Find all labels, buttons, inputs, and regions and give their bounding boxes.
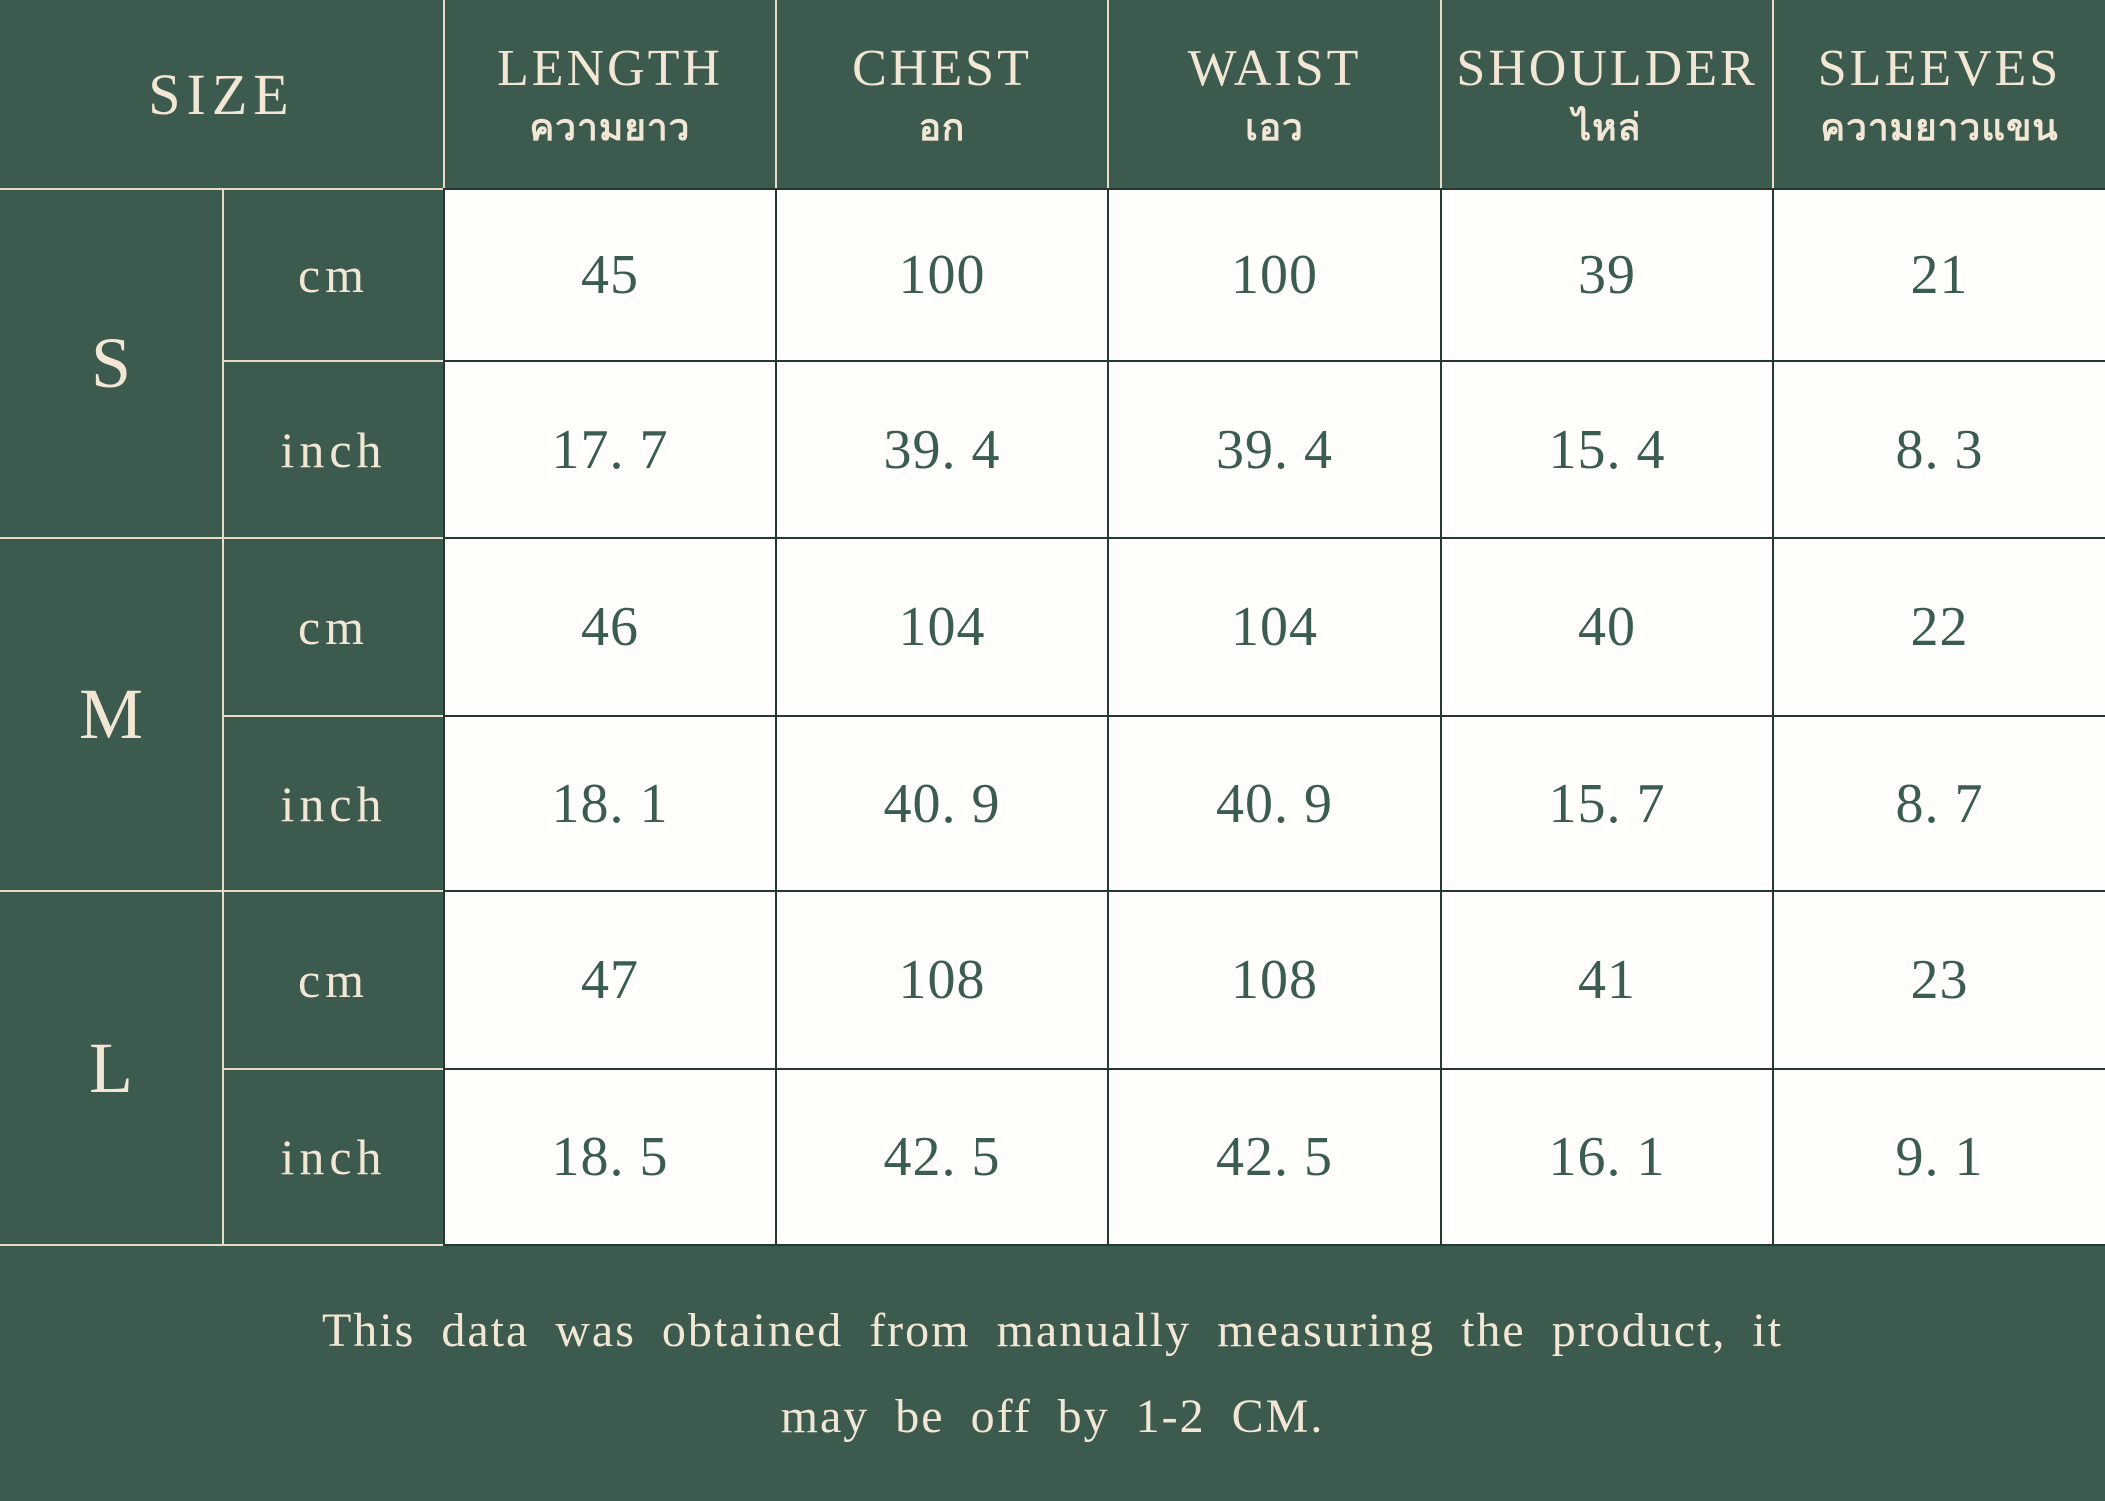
column-header-waist-en: WAIST [1187,39,1362,97]
size-row-label-s [0,188,222,537]
value-text: 41 [1578,949,1636,1011]
value-s-cm-chest [775,188,1107,360]
value-text: 47 [581,949,639,1011]
value-text: 16. 1 [1548,1126,1666,1188]
column-header-waist [1107,0,1440,188]
value-text: 18. 5 [551,1126,669,1188]
value-text: 9. 1 [1895,1126,1984,1188]
value-m-cm-shoulder [1440,537,1772,715]
unit-label-l-cm [222,890,443,1068]
column-header-length-th: ความยาว [529,106,691,148]
column-header-length-en: LENGTH [497,39,723,97]
value-m-cm-sleeves [1772,537,2105,715]
value-text: 46 [581,596,639,658]
value-m-inch-length [443,715,775,890]
value-text: 15. 7 [1548,772,1666,835]
unit-text: cm [297,247,370,303]
size-letter-m: M [78,674,144,754]
value-text: 39. 4 [883,418,1001,481]
value-l-cm-waist [1107,890,1440,1068]
value-l-inch-shoulder [1440,1068,1772,1246]
value-text: 100 [1231,244,1318,306]
value-s-inch-sleeves [1772,360,2105,537]
value-s-inch-chest [775,360,1107,537]
unit-text: inch [280,421,387,478]
value-text: 40 [1578,596,1636,658]
size-row-label-l [0,890,222,1246]
value-text: 40. 9 [883,772,1001,835]
value-text: 104 [1231,596,1318,658]
footer-note-line1: This data was obtained from manually measuring the product, it [321,1303,1783,1357]
column-header-sleeves [1772,0,2105,188]
footer-note-line2: may be off by 1-2 CM. [780,1389,1325,1443]
value-l-inch-sleeves [1772,1068,2105,1246]
value-s-inch-shoulder [1440,360,1772,537]
value-text: 42. 5 [883,1126,1001,1188]
value-m-cm-length [443,537,775,715]
value-m-inch-shoulder [1440,715,1772,890]
unit-text: cm [297,952,370,1008]
footer-note [0,1246,2105,1501]
size-header-label: SIZE [148,61,295,127]
value-m-cm-waist [1107,537,1440,715]
size-letter-s: S [90,323,132,403]
unit-label-l-inch [222,1068,443,1246]
value-text: 104 [898,596,986,658]
value-text: 21 [1910,244,1969,306]
unit-label-s-cm [222,188,443,360]
value-text: 100 [898,244,986,306]
value-s-cm-length [443,188,775,360]
size-header-cell [0,0,443,188]
value-l-inch-chest [775,1068,1107,1246]
column-header-shoulder [1440,0,1772,188]
value-m-cm-chest [775,537,1107,715]
value-text: 108 [898,949,986,1011]
value-text: 22 [1910,596,1969,658]
value-text: 23 [1910,949,1969,1011]
value-s-cm-waist [1107,188,1440,360]
value-text: 18. 1 [551,772,669,835]
unit-label-m-cm [222,537,443,715]
unit-label-s-inch [222,360,443,537]
value-m-inch-chest [775,715,1107,890]
value-text: 8. 7 [1895,772,1984,835]
unit-text: inch [280,1129,387,1185]
unit-text: inch [280,775,387,832]
column-header-chest [775,0,1107,188]
value-s-cm-shoulder [1440,188,1772,360]
value-l-cm-length [443,890,775,1068]
value-text: 39 [1578,244,1636,306]
value-s-cm-sleeves [1772,188,2105,360]
value-text: 45 [581,244,639,306]
value-text: 8. 3 [1895,418,1984,481]
value-l-cm-sleeves [1772,890,2105,1068]
column-header-shoulder-en: SHOULDER [1456,39,1758,97]
value-text: 42. 5 [1216,1126,1333,1188]
value-text: 15. 4 [1548,418,1666,481]
value-text: 40. 9 [1216,772,1333,835]
unit-text: cm [297,599,370,655]
value-l-cm-shoulder [1440,890,1772,1068]
column-header-shoulder-th: ไหล่ [1572,106,1642,148]
value-s-inch-length [443,360,775,537]
size-letter-l: L [89,1027,133,1108]
column-header-waist-th: เอว [1245,106,1304,148]
value-l-cm-chest [775,890,1107,1068]
column-header-chest-en: CHEST [852,39,1032,97]
unit-label-m-inch [222,715,443,890]
column-header-sleeves-th: ความยาวแขน [1820,106,2059,148]
value-s-inch-waist [1107,360,1440,537]
value-l-inch-waist [1107,1068,1440,1246]
size-row-label-m [0,537,222,890]
value-text: 17. 7 [551,418,669,481]
value-m-inch-waist [1107,715,1440,890]
column-header-length [443,0,775,188]
column-header-sleeves-en: SLEEVES [1817,39,2062,97]
column-header-chest-th: อก [918,106,966,148]
value-m-inch-sleeves [1772,715,2105,890]
value-l-inch-length [443,1068,775,1246]
value-text: 39. 4 [1216,418,1333,481]
value-text: 108 [1231,949,1318,1011]
